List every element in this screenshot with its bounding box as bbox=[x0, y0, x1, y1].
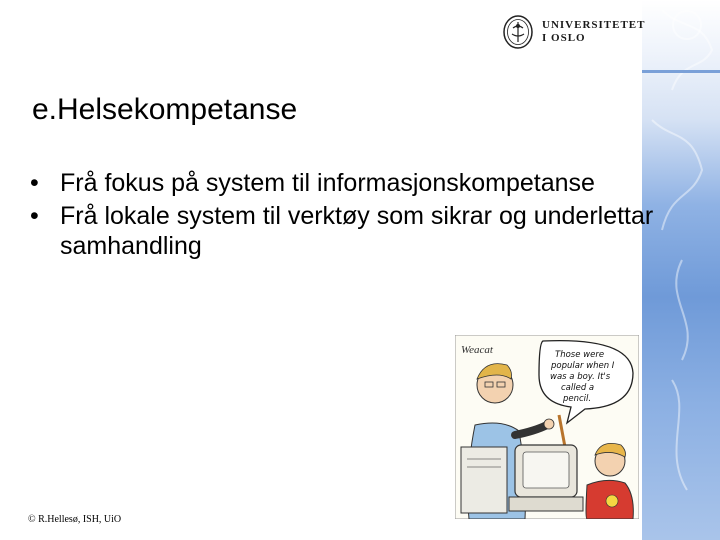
bullet-list bbox=[28, 168, 668, 264]
speech-line-4: called a bbox=[561, 383, 595, 393]
university-logo bbox=[502, 12, 645, 52]
bullet-icon: • bbox=[30, 202, 39, 230]
bullet-item-2 bbox=[28, 201, 668, 261]
bullet-text: Frå fokus på system til informasjonskompetanse bbox=[60, 169, 595, 197]
slide-title: e.Helsekompetanse bbox=[32, 93, 298, 126]
statue-relief-graphic bbox=[642, 0, 720, 540]
university-seal-icon bbox=[502, 14, 534, 50]
speech-line-1: Those were bbox=[555, 350, 605, 360]
decorative-side-band bbox=[642, 0, 720, 540]
computer-monitor bbox=[461, 445, 583, 513]
cartoon-illustration bbox=[455, 335, 639, 519]
bullet-icon: • bbox=[30, 169, 39, 197]
logo-line-1: UNIVERSITETET bbox=[542, 19, 646, 31]
bullet-text: Frå lokale system til verktøy som sikrar og underlettar samhandling bbox=[60, 202, 654, 260]
university-name bbox=[542, 19, 645, 45]
header-rule bbox=[642, 70, 720, 73]
bullet-item-1 bbox=[28, 168, 668, 198]
speech-line-5: pencil. bbox=[563, 394, 592, 404]
footer-copyright: © R.Hellesø, ISH, UiO bbox=[28, 514, 122, 525]
speech-line-3: was a boy. It's bbox=[550, 372, 611, 382]
logo-line-2: I OSLO bbox=[542, 32, 586, 44]
cartoon-signature: Weacat bbox=[461, 344, 493, 356]
speech-line-2: popular when I bbox=[551, 361, 615, 371]
